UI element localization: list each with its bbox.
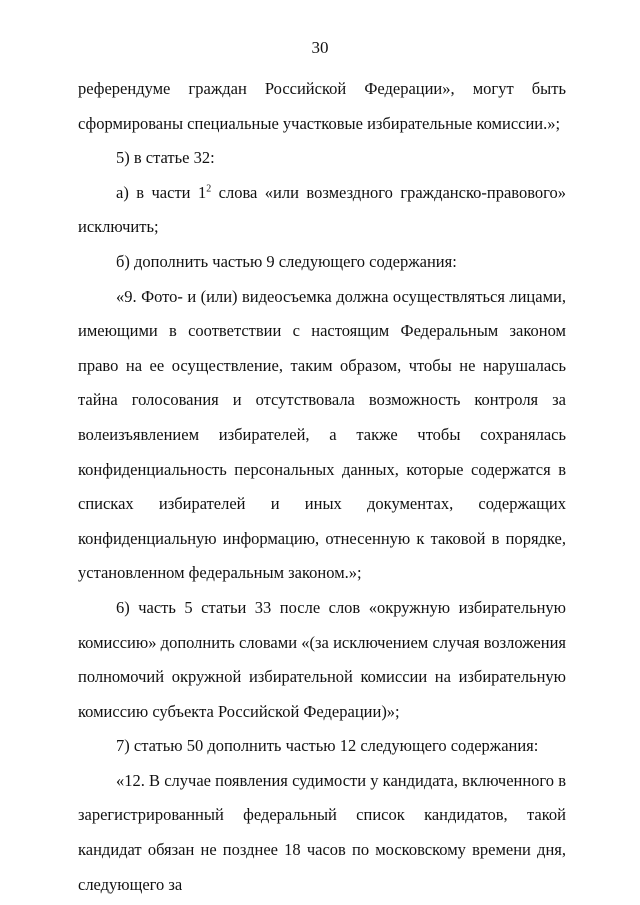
paragraph-continuation: референдуме граждан Российской Федерации», могут быть сформированы специальные участковые избирательные комиссии.»; xyxy=(78,79,566,133)
document-body xyxy=(78,72,566,902)
paragraph-item-7: 7) статью 50 дополнить частью 12 следующего содержания: xyxy=(116,736,539,756)
paragraph-quote-part-12: «12. В случае появления судимости у кандидата, включенного в зарегистрированный федеральный список кандидатов, такой кандидат обязан не позднее 18 часов по московскому времени дня, следующего за xyxy=(78,770,566,894)
paragraph-item-5a-after: слова «или возмездного гражданско-правового» исключить; xyxy=(78,182,566,237)
page-number: 30 xyxy=(311,38,329,57)
superscript: 2 xyxy=(206,183,212,195)
paragraph-item-6: 6) часть 5 статьи 33 после слов «окружную избирательную комиссию» дополнить словами «(за исключением случая возложения полномочий окружной избирательной комиссии на избирательную комиссию субъекта Российской Федерации)»; xyxy=(78,597,566,721)
paragraph-item-5a xyxy=(78,176,566,245)
paragraph-item-5a-before: а) в части 1 xyxy=(116,182,207,202)
paragraph-item-5b: б) дополнить частью 9 следующего содержания: xyxy=(116,251,457,271)
paragraph-quote-part-9: «9. Фото- и (или) видеосъемка должна осуществляться лицами, имеющими в соответствии с настоящим Федеральным законом право на ее осуществление, таким образом, чтобы не нарушалась тайна голосования и отсутствовала возможность контроля за волеизъявлением избирателей, а также чтобы сохранялась конфиденциальность персональных данных, которые содержатся в списках избирателей и иных документах, содержащих конфиденциальную информацию, отнесенную к таковой в порядке, установленном федеральным законом.»; xyxy=(78,286,566,583)
paragraph-item-5: 5) в статье 32: xyxy=(116,148,215,168)
